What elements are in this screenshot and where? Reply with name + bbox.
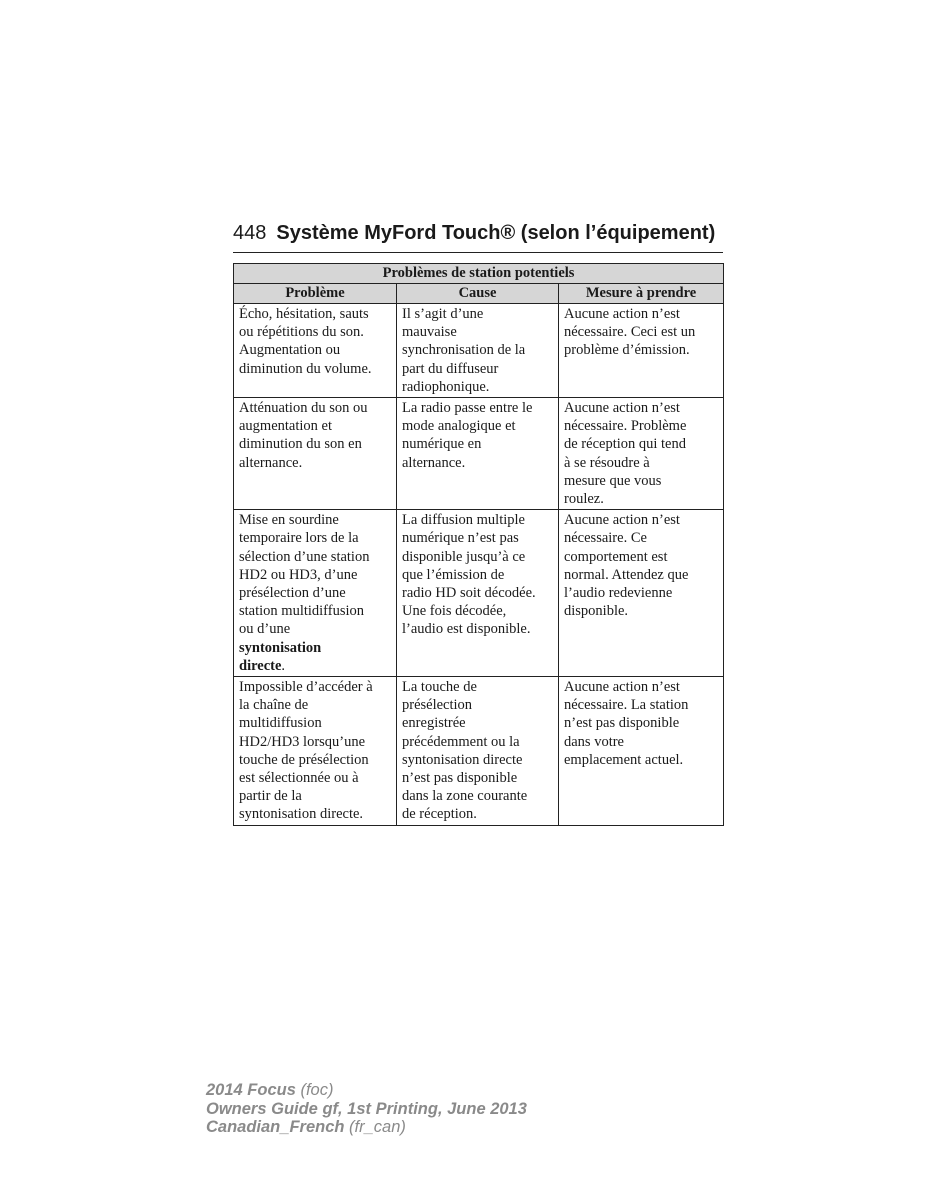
page-title: Système MyFord Touch® (selon l’équipement) bbox=[276, 222, 716, 244]
table-caption-row bbox=[234, 264, 724, 284]
footer-model-code: (foc) bbox=[295, 1081, 334, 1099]
table-row bbox=[234, 510, 724, 677]
column-header-action: Mesure à prendre bbox=[559, 284, 724, 304]
cause-text: La diffusion multiple numérique n’est pas disponible jusqu’à ce que l’émission de radio HD soit décodée. Une fois décodée, l’audio est disponible. bbox=[402, 512, 536, 638]
troubleshooting-table bbox=[233, 263, 724, 826]
problem-end-text: . bbox=[281, 657, 286, 674]
problem-cell bbox=[234, 510, 397, 677]
cause-cell bbox=[397, 398, 559, 510]
table-caption: Problèmes de station potentiels bbox=[234, 264, 724, 284]
action-cell bbox=[559, 677, 724, 826]
action-text: Aucune action n’est nécessaire. Problème de réception qui tend à se résoudre à mesure que vous roulez. bbox=[564, 400, 687, 508]
problem-text: Écho, hésitation, sauts ou répétitions du son. Augmentation ou diminution du volume. bbox=[239, 306, 372, 377]
problem-text: Mise en sourdine temporaire lors de la sélection d’une station HD2 ou HD3, d’une présélection d’une station multidiffusion ou d’une bbox=[239, 512, 370, 638]
footer-language-code: (fr_can) bbox=[344, 1118, 406, 1136]
problem-text: Impossible d’accéder à la chaîne de multidiffusion HD2/HD3 lorsqu’une touche de présélection est sélectionnée ou à partir de la syntonisation directe. bbox=[239, 679, 373, 823]
print-footer bbox=[206, 1081, 527, 1137]
table-row bbox=[234, 304, 724, 398]
action-cell bbox=[559, 304, 724, 398]
problem-cell bbox=[234, 677, 397, 826]
cause-cell bbox=[397, 677, 559, 826]
action-cell bbox=[559, 398, 724, 510]
footer-language: Canadian_French bbox=[206, 1118, 345, 1136]
column-header-problem: Problème bbox=[234, 284, 397, 304]
table-row bbox=[234, 398, 724, 510]
cause-text: Il s’agit d’une mauvaise synchronisation de la part du diffuseur radiophonique. bbox=[402, 306, 526, 395]
cause-cell bbox=[397, 304, 559, 398]
problem-cell bbox=[234, 304, 397, 398]
cause-text: La radio passe entre le mode analogique et numérique en alternance. bbox=[402, 400, 533, 471]
footer-model: 2014 Focus bbox=[206, 1081, 296, 1099]
column-header-cause: Cause bbox=[397, 284, 559, 304]
action-text: Aucune action n’est nécessaire. Ceci est un problème d’émission. bbox=[564, 306, 696, 359]
table-header-row bbox=[234, 284, 724, 304]
table-row bbox=[234, 677, 724, 826]
action-text: Aucune action n’est nécessaire. Ce comportement est normal. Attendez que l’audio redevienne disponible. bbox=[564, 512, 689, 620]
footer-line-printing: Owners Guide gf, 1st Printing, June 2013 bbox=[206, 1099, 527, 1118]
problem-text: Atténuation du son ou augmentation et diminution du son en alternance. bbox=[239, 400, 368, 471]
cause-cell bbox=[397, 510, 559, 677]
action-text: Aucune action n’est nécessaire. La station n’est pas disponible dans votre emplacement actuel. bbox=[564, 679, 689, 768]
page-header bbox=[233, 222, 723, 253]
problem-cell bbox=[234, 398, 397, 510]
page-number: 448 bbox=[233, 222, 267, 244]
footer-line-language bbox=[206, 1118, 527, 1137]
problem-bold-text: syntonisation directe bbox=[239, 639, 322, 674]
footer-line-model bbox=[206, 1081, 527, 1100]
action-cell bbox=[559, 510, 724, 677]
cause-text: La touche de présélection enregistrée précédemment ou la syntonisation directe n’est pas disponible dans la zone courante de réception. bbox=[402, 679, 528, 823]
